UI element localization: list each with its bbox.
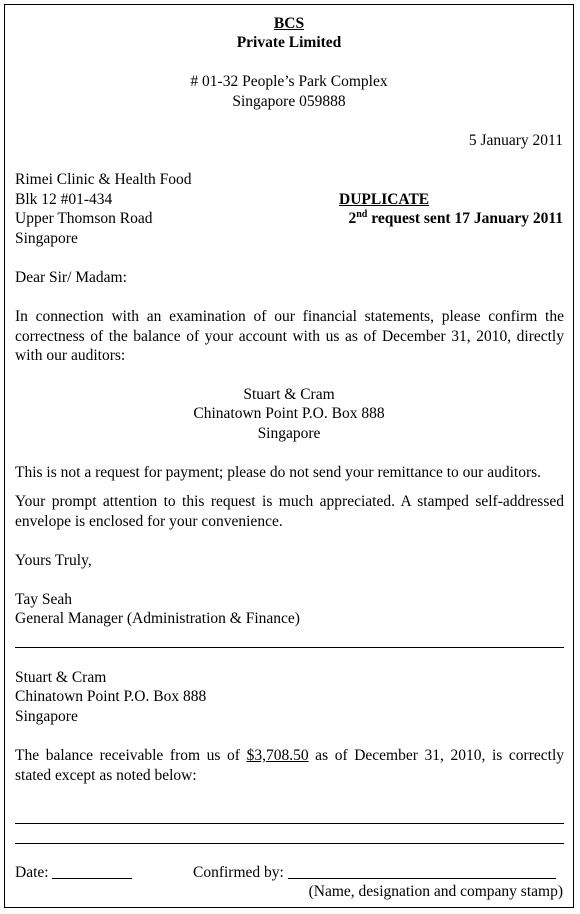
- separator-line: [15, 647, 564, 648]
- auditor-name: Stuart & Cram: [243, 386, 335, 403]
- recipient-line1: Rimei Clinic & Health Food: [15, 171, 192, 188]
- recipient-line4: Singapore: [15, 230, 78, 247]
- duplicate-label: DUPLICATE: [339, 191, 430, 208]
- duplicate-request-note: [348, 209, 563, 229]
- notes-line-2[interactable]: [15, 843, 564, 844]
- date-blank[interactable]: [52, 864, 132, 879]
- confirmed-by-blank[interactable]: [288, 864, 556, 879]
- request-ordinal-suffix: nd: [356, 209, 368, 220]
- balance-statement: [15, 746, 564, 785]
- confirmation-letter: [4, 4, 574, 908]
- confirmed-by-field: [193, 863, 556, 883]
- signatory-name: Tay Seah: [15, 591, 73, 608]
- request-sent-text: request sent 17 January 2011: [367, 210, 563, 227]
- salutation: Dear Sir/ Madam:: [15, 269, 127, 286]
- reply-auditor-name: Stuart & Cram: [15, 669, 107, 686]
- company-name: BCS: [273, 15, 305, 32]
- request-ordinal: 2: [348, 210, 357, 227]
- signatory-title: General Manager (Administration & Finance): [15, 610, 300, 627]
- recipient-line3: Upper Thomson Road: [15, 210, 153, 227]
- balance-statement-tail: as of December 31, 2010, is correctly stated except as noted below:: [15, 747, 565, 784]
- paragraph-prompt-attention: Your prompt attention to this request is much appreciated. A stamped self-addressed envelope is enclosed for your convenience.: [15, 493, 564, 530]
- reply-auditor-country: Singapore: [15, 708, 78, 725]
- date-field: [15, 863, 132, 883]
- paragraph-not-payment-request: This is not a request for payment; please do not send your remittance to our auditors.: [15, 464, 542, 481]
- confirmed-by-label: Confirmed by:: [193, 864, 284, 881]
- auditor-address: Chinatown Point P.O. Box 888: [193, 405, 385, 422]
- closing: Yours Truly,: [15, 552, 92, 569]
- stamp-note: (Name, designation and company stamp): [308, 883, 563, 900]
- notes-line-1[interactable]: [15, 823, 564, 824]
- auditor-country: Singapore: [257, 425, 321, 442]
- balance-amount: $3,708.50: [246, 747, 309, 764]
- recipient-line2: Blk 12 #01-434: [15, 191, 113, 208]
- date-label: Date:: [15, 864, 49, 881]
- company-address-line2: Singapore 059888: [232, 93, 346, 110]
- company-address-line1: # 01-32 People’s Park Complex: [190, 73, 388, 90]
- company-type: Private Limited: [236, 34, 342, 51]
- reply-auditor-address: Chinatown Point P.O. Box 888: [15, 688, 207, 705]
- balance-statement-lead: The balance receivable from us of: [15, 747, 247, 764]
- letter-date: 5 January 2011: [468, 132, 563, 149]
- paragraph-confirmation-request: In connection with an examination of our financial statements, please confirm the correctness of the balance of your account with us as of December 31, 2010, directly with our auditors:: [15, 308, 564, 364]
